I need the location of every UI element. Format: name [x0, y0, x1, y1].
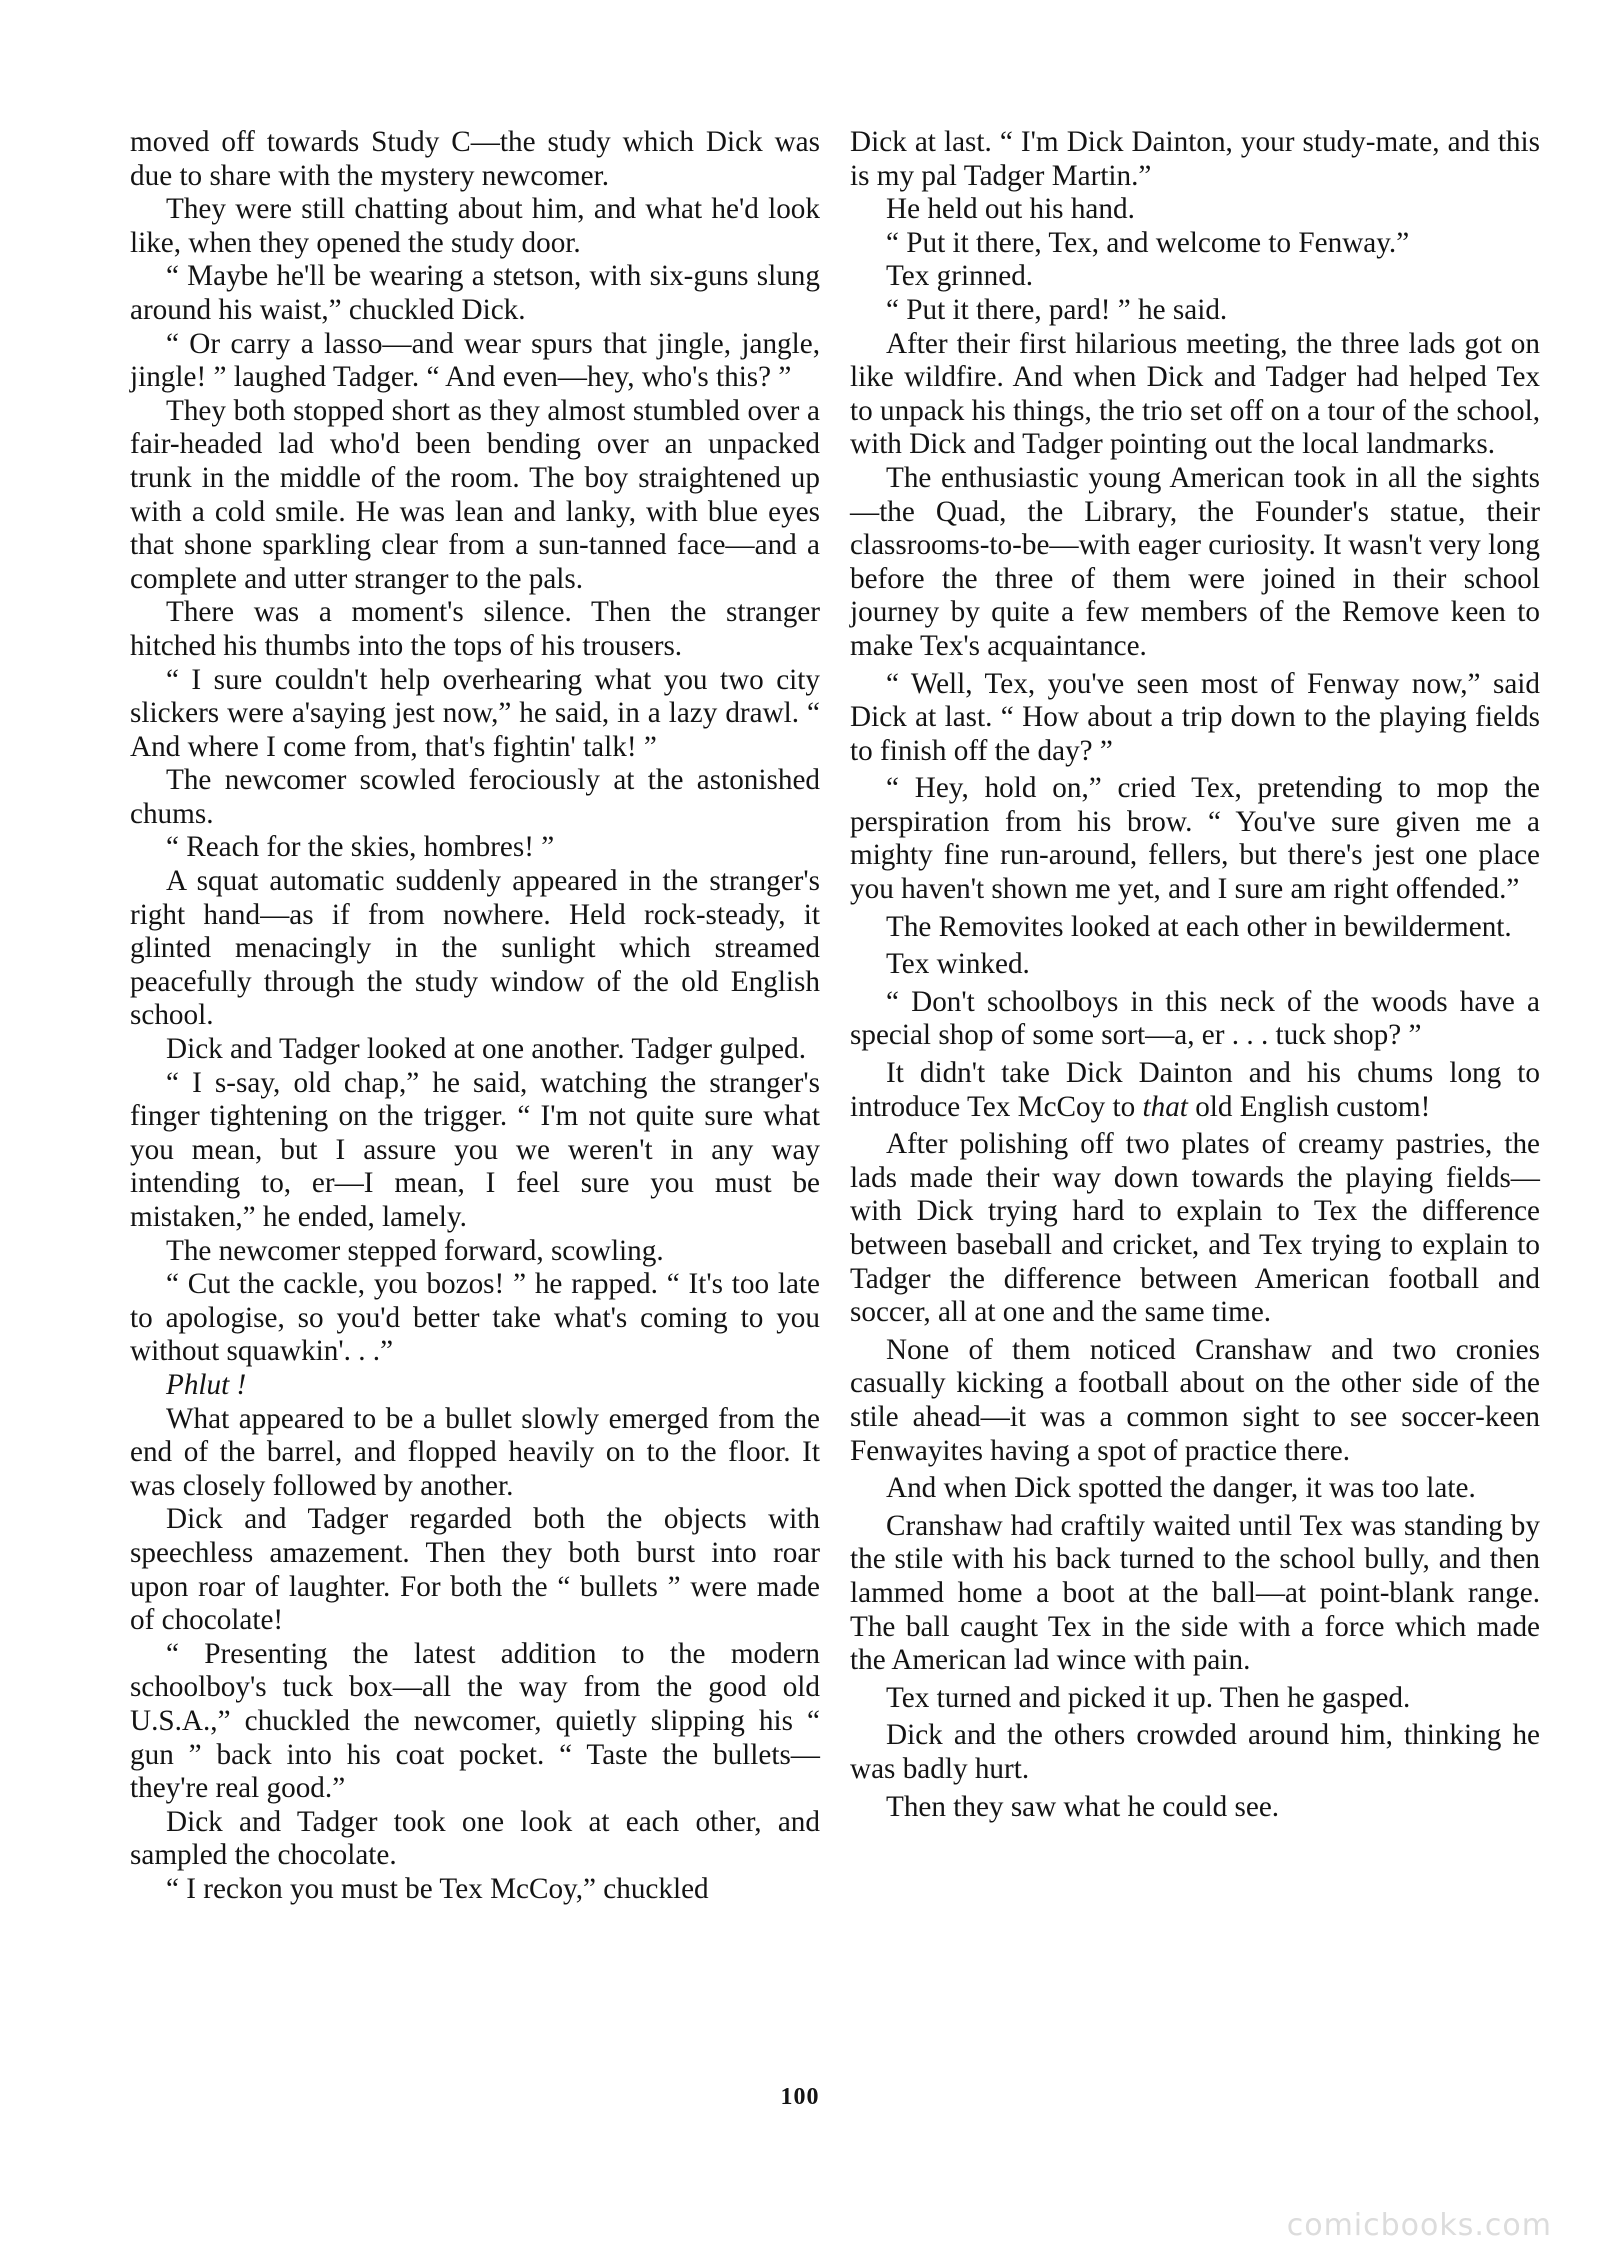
paragraph: After polishing off two plates of creamy pastries, the lads made their way down towards the playing fields—with Dick trying hard to explain to Tex the difference between baseball and cricket, and Tex trying to explain to Tadger the difference between American football and soccer, all at one and the same time.	[850, 1128, 1540, 1329]
sound-effect-paragraph: Phlut !	[166, 1368, 247, 1401]
page-number: 100	[780, 2084, 820, 2110]
paragraph: Then they saw what he could see.	[886, 1790, 1280, 1823]
paragraph: “ Maybe he'll be wearing a stetson, with six-guns slung around his waist,” chuckled Dick.	[130, 260, 820, 326]
paragraph: “ Put it there, Tex, and welcome to Fenway.”	[886, 226, 1410, 259]
paragraph: None of them noticed Cranshaw and two cronies casually kicking a football about on the other side of the stile ahead—it was a common sight to see soccer-keen Fenwayites having a spot of practice there.	[850, 1333, 1540, 1467]
paragraph: Cranshaw had craftily waited until Tex was standing by the stile with his back turned to the school bully, and then lammed home a boot at the ball—at point-blank range. The ball caught Tex in the side with a force which made the American lad wince with pain.	[850, 1509, 1540, 1677]
paragraph: Dick and the others crowded around him, thinking he was badly hurt.	[850, 1719, 1540, 1785]
paragraph: What appeared to be a bullet slowly emerged from the end of the barrel, and flopped heavily on to the floor. It was closely followed by another.	[130, 1402, 820, 1502]
paragraph: The newcomer scowled ferociously at the astonished chums.	[130, 764, 820, 830]
paragraph: There was a moment's silence. Then the stranger hitched his thumbs into the tops of his trousers.	[130, 596, 820, 662]
paragraph: He held out his hand.	[886, 193, 1135, 226]
paragraph: And when Dick spotted the danger, it was too late.	[886, 1472, 1476, 1505]
paragraph: The Removites looked at each other in bewilderment.	[886, 910, 1512, 943]
paragraph: “ Presenting the latest addition to the modern schoolboy's tuck box—all the way from the good old U.S.A.,” chuckled the newcomer, quietly slipping his “ gun ” back into his coat pocket. “ Taste the bullets—they're real good.”	[130, 1637, 820, 1805]
emphasis: that	[1142, 1090, 1188, 1123]
paragraph: Tex winked.	[886, 948, 1030, 981]
paragraph: “ Put it there, pard! ” he said.	[886, 293, 1228, 326]
paragraph: A squat automatic suddenly appeared in the stranger's right hand—as if from nowhere. Held rock-steady, it glinted menacingly in the sunlight which streamed peacefully through the study window of the old English school.	[130, 865, 820, 1032]
paragraph: “ Hey, hold on,” cried Tex, pretending to mop the perspiration from his brow. “ You've sure given me a mighty fine run-around, fellers, but there's jest one place you haven't shown me yet, and I sure am right offended.”	[850, 772, 1540, 906]
paragraph: “ Don't schoolboys in this neck of the woods have a special shop of some sort—a, er . . . tuck shop? ”	[850, 985, 1540, 1052]
paragraph: They both stopped short as they almost stumbled over a fair-headed lad who'd been bending over an unpacked trunk in the middle of the room. The boy straightened up with a cold smile. He was lean and lanky, with blue eyes that shone sparkling clear from a sun-tanned face—and a complete and utter stranger to the pals.	[130, 394, 820, 595]
paragraph: “ I s-say, old chap,” he said, watching the stranger's finger tightening on the trigger. “ I'm not quite sure what you mean, but I assure you we weren't in any way intending to, er—I mean, I feel sure you must be mistaken,” he ended, lamely.	[130, 1066, 820, 1233]
paragraph: “ Or carry a lasso—and wear spurs that jingle, jangle, jingle! ” laughed Tadger. “ And even—hey, who's this? ”	[130, 327, 820, 394]
paragraph: After their first hilarious meeting, the three lads got on like wildfire. And when Dick and Tadger had helped Tex to unpack his things, the trio set off on a tour of the school, with Dick and Tadger pointing out the local landmarks.	[850, 327, 1540, 461]
left-text-column	[130, 126, 820, 1906]
paragraph: Dick and Tadger looked at one another. Tadger gulped.	[166, 1033, 806, 1066]
paragraph: Tex turned and picked it up. Then he gasped.	[886, 1681, 1411, 1714]
paragraph: Dick and Tadger took one look at each other, and sampled the chocolate.	[130, 1805, 820, 1872]
paragraph: moved off towards Study C—the study which Dick was due to share with the mystery newcomer.	[130, 126, 820, 192]
paragraph: “ Reach for the skies, hombres! ”	[166, 831, 555, 864]
watermark: comicbooks.com	[1286, 2208, 1552, 2243]
paragraph: Dick at last. “ I'm Dick Dainton, your study-mate, and this is my pal Tadger Martin.”	[850, 126, 1540, 192]
right-text-column	[850, 126, 1540, 1824]
paragraph: “ Well, Tex, you've seen most of Fenway now,” said Dick at last. “ How about a trip down to the playing fields to finish off the day? ”	[850, 667, 1540, 767]
paragraph: They were still chatting about him, and what he'd look like, when they opened the study door.	[130, 193, 820, 259]
paragraph: It didn't take Dick Dainton and his chums long to introduce Tex McCoy to that old English custom!	[850, 1057, 1540, 1123]
paragraph: The enthusiastic young American took in all the sights—the Quad, the Library, the Founder's statue, their classrooms-to-be—with eager curiosity. It wasn't very long before the three of them were joined in their school journey by quite a few members of the Remove keen to make Tex's acquaintance.	[850, 461, 1540, 662]
paragraph: Tex grinned.	[886, 260, 1034, 293]
paragraph: “ Cut the cackle, you bozos! ” he rapped. “ It's too late to apologise, so you'd better take what's coming to you without squawkin'. . .”	[130, 1268, 820, 1368]
paragraph: Dick and Tadger regarded both the objects with speechless amazement. Then they both burst into roar upon roar of laughter. For both the “ bullets ” were made of chocolate!	[130, 1503, 820, 1637]
paragraph: “ I sure couldn't help overhearing what you two city slickers were a'saying jest now,” he said, in a lazy drawl. “ And where I come from, that's fightin' talk! ”	[130, 663, 820, 763]
paragraph: The newcomer stepped forward, scowling.	[166, 1234, 664, 1267]
paragraph: “ I reckon you must be Tex McCoy,” chuckled	[166, 1872, 709, 1905]
